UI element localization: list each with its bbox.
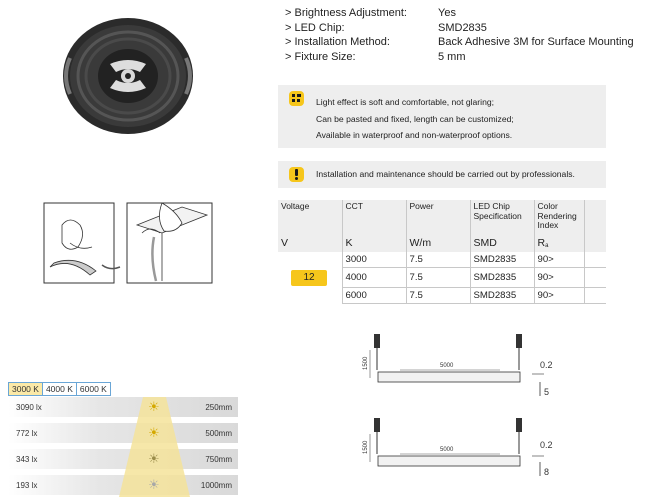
length-label-1: 5000 <box>440 363 454 369</box>
dimension-drawing-2 <box>363 418 553 477</box>
power-cell: 7.5 <box>406 252 470 268</box>
feature-line: Light effect is soft and comfortable, not glaring; <box>316 97 495 107</box>
unit-cri <box>534 234 584 252</box>
lux-value: 3090 lx <box>16 402 42 412</box>
header-chip: LED Chip Specification <box>470 200 534 234</box>
lux-chart <box>8 394 238 497</box>
chip-cell: SMD2835 <box>470 252 534 268</box>
spec-value: Yes <box>438 7 456 19</box>
header-voltage: Voltage <box>278 200 342 234</box>
thickness-label-1: 0.2 <box>540 360 553 370</box>
width-label-2: 8 <box>544 467 550 477</box>
spec-row <box>285 35 645 50</box>
cri-cell: 90> <box>534 288 584 304</box>
table-row <box>278 288 606 304</box>
unit-cri-subscript: a <box>545 243 549 249</box>
table-row <box>278 252 606 268</box>
lux-distance: 1000mm <box>200 480 232 490</box>
feature-line: Available in waterproof and non-waterproof options. <box>316 130 513 140</box>
led-strip-reel-image <box>50 6 200 141</box>
empty-cell <box>584 268 606 288</box>
spec-label: > LED Chip: <box>285 21 345 34</box>
feature-line: Can be pasted and fixed, length can be customized; <box>316 113 514 124</box>
unit-voltage: V <box>278 234 342 252</box>
spec-label: > Brightness Adjustment: <box>285 7 407 19</box>
table-unit-row <box>278 234 606 252</box>
voltage-cell <box>278 288 342 304</box>
cri-cell: 90> <box>534 268 584 288</box>
cct-cell: 6000 <box>342 288 406 304</box>
spec-row <box>285 50 645 65</box>
cct-tab-6000k[interactable]: 6000 K <box>77 382 111 396</box>
lux-value: 193 lx <box>16 480 38 490</box>
thickness-label-2: 0.2 <box>540 440 553 450</box>
sun-icon: ☀ <box>148 477 160 492</box>
spec-table <box>278 200 606 304</box>
width-label-1: 5 <box>544 387 550 397</box>
spec-label: > Fixture Size: <box>285 50 356 63</box>
lux-value: 343 lx <box>16 454 38 464</box>
dimension-drawings <box>360 330 590 490</box>
length-label-2: 5000 <box>440 447 454 453</box>
unit-power: W/m <box>406 234 470 252</box>
unit-cri-letter: R <box>537 237 546 249</box>
spec-value: SMD2835 <box>438 21 487 34</box>
height-label-2: 1500 <box>363 440 369 454</box>
feature-grid-icon <box>289 91 304 106</box>
cct-cell: 3000 <box>342 252 406 268</box>
light-cone <box>8 394 238 497</box>
cct-tab-4000k[interactable]: 4000 K <box>43 382 77 396</box>
sun-icon: ☀ <box>148 399 160 414</box>
sun-icon: ☀ <box>148 425 160 440</box>
chip-cell: SMD2835 <box>470 288 534 304</box>
lux-value: 772 lx <box>16 428 38 438</box>
voltage-badge: 12 <box>291 270 327 286</box>
sun-icon: ☀ <box>148 451 160 466</box>
spec-row <box>285 6 645 21</box>
power-cell: 7.5 <box>406 268 470 288</box>
height-label-1: 1500 <box>363 356 369 370</box>
lux-distance: 500mm <box>205 428 232 438</box>
header-cri: Color Rendering Index <box>534 200 584 234</box>
chip-cell: SMD2835 <box>470 268 534 288</box>
lux-distance: 250mm <box>205 402 232 412</box>
header-power: Power <box>406 200 470 234</box>
table-header-row <box>278 200 606 234</box>
unit-empty <box>584 234 606 252</box>
header-empty <box>584 200 606 234</box>
spec-row <box>285 21 645 36</box>
installation-sketch <box>42 195 217 290</box>
unit-chip: SMD <box>470 234 534 252</box>
spec-label: > Installation Method: <box>285 36 390 48</box>
warning-note <box>278 161 606 188</box>
dimension-drawing-1 <box>363 334 553 397</box>
header-cct: CCT <box>342 200 406 234</box>
voltage-cell <box>278 268 342 288</box>
cct-cell: 4000 <box>342 268 406 288</box>
power-cell: 7.5 <box>406 288 470 304</box>
spec-value: 5 mm <box>438 50 466 63</box>
lux-distance: 750mm <box>205 454 232 464</box>
warning-text: Installation and maintenance should be carried out by professionals. <box>316 169 575 179</box>
features-note <box>278 85 606 148</box>
cri-cell: 90> <box>534 252 584 268</box>
voltage-cell <box>278 252 342 268</box>
cct-tab-3000k[interactable]: 3000 K <box>8 382 43 396</box>
empty-cell <box>584 252 606 268</box>
spec-list <box>285 6 645 64</box>
unit-cct: K <box>342 234 406 252</box>
exclamation-icon <box>289 167 304 182</box>
empty-cell <box>584 288 606 304</box>
table-row <box>278 268 606 288</box>
spec-value: Back Adhesive 3M for Surface Mounting <box>438 36 634 48</box>
